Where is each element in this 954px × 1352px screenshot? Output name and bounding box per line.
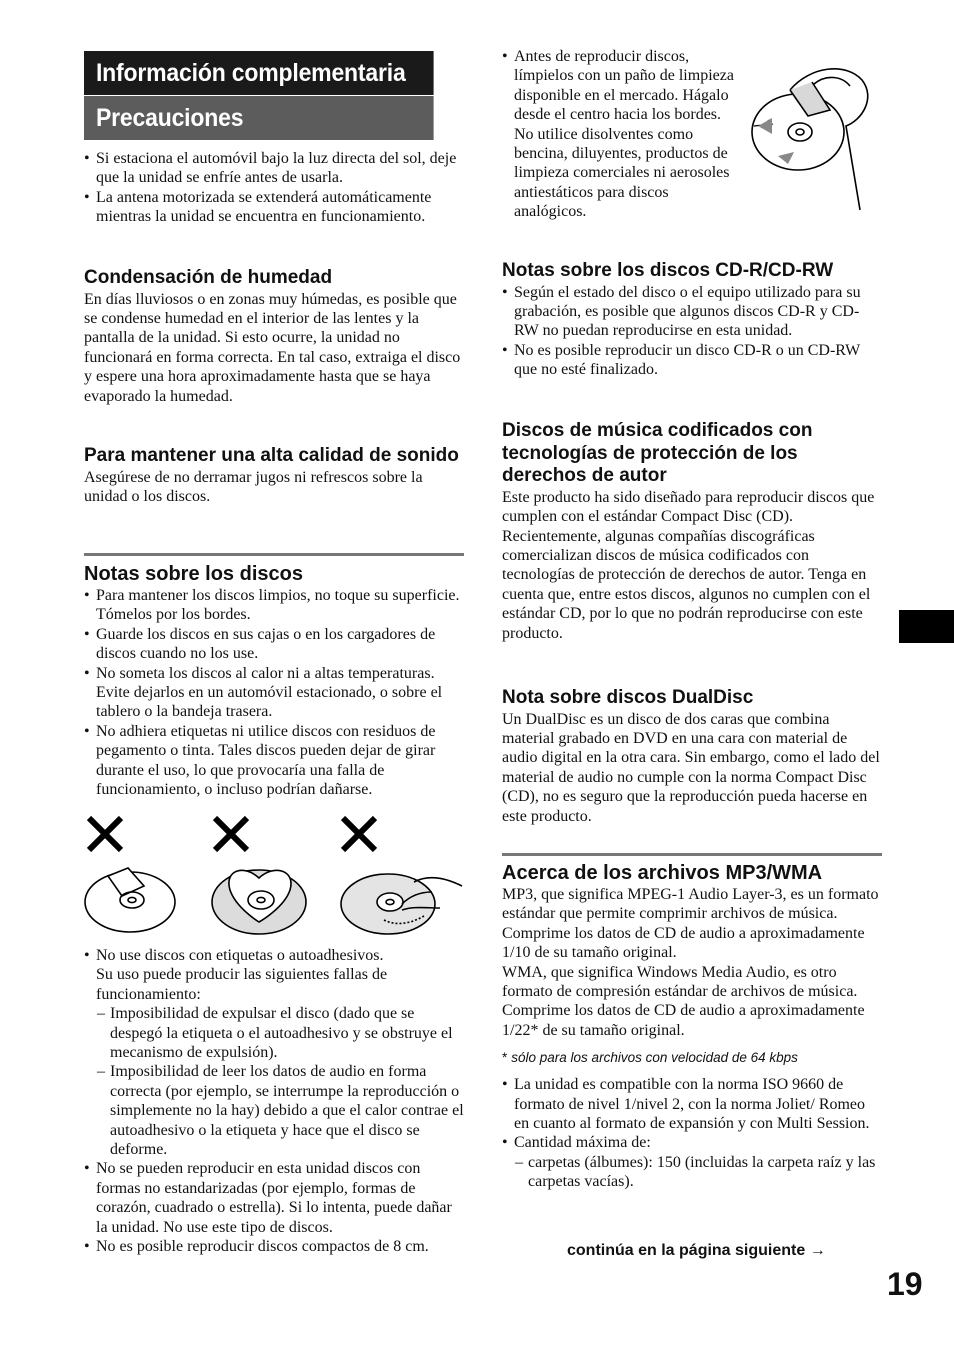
continue-note <box>567 1241 826 1261</box>
footnote-text: sólo para los archivos con velocidad de 64 kbps <box>511 1050 798 1066</box>
labels-continuation: Su uso puede producir las siguientes fallas de funcionamiento: <box>96 966 388 1003</box>
list-item: • La unidad es compatible con la norma ISO 9660 de formato de nivel 1/nivel 2, con la norma Joliet/ Romeo en cuanto al formato de expansión y con Multi Session. <box>502 1075 882 1133</box>
list-item: • Para mantener los discos limpios, no toque su superficie. Tómelos por los bordes. <box>84 586 464 625</box>
disc-cleaning-illustration <box>750 60 884 214</box>
disc-warnings-illustration <box>84 812 464 936</box>
list-item: • Cantidad máxima de: <box>502 1133 882 1152</box>
copyright-section <box>502 420 882 643</box>
mp3-text-1: MP3, que significa MPEG-1 Audio Layer-3, es un formato estándar que permite comprimir archivos de música. Comprime los datos de CD de audio a aproximadamente 1/10 de su tamaño original. <box>502 886 879 962</box>
cleaning-list <box>502 47 740 222</box>
list-item: • Antes de reproducir discos, límpielos con un paño de limpieza disponible en el mercado. Hágalo desde el centro hacia los bordes. No utilice disolventes como bencina, diluyentes, productos de limpieza comerciales ni aerosoles antiestáticos para discos analógicos. <box>502 47 740 222</box>
list-item: • La antena motorizada se extenderá automáticamente mientras la unidad se encuentra en funcionamiento. <box>84 188 464 227</box>
dualdisc-heading: Nota sobre discos DualDisc <box>502 687 754 708</box>
copyright-text-1: Este producto ha sido diseñado para reproducir discos que cumplen con el estándar Compact Disc (CD). <box>502 488 875 526</box>
copyright-text-2: Recientemente, algunas compañías discográficas comercializan discos de música codificados con tecnologías de protección de derechos de autor. Tenga en cuenta que, entre estos discos, algunos no cumplen con el estándar CD, por lo que no podrán reproducirse con este producto. <box>502 527 871 642</box>
disc-icon <box>752 94 844 170</box>
mp3-text-2: WMA, que significa Windows Media Audio, es otro formato de compresión estándar de archivos de música. Comprime los datos de CD de audio a aproximadamente 1/22* de su tamaño original. <box>502 963 865 1039</box>
list-item: • No use discos con etiquetas o autoadhesivos. <box>84 946 464 965</box>
mp3-heading: Acerca de los archivos MP3/WMA <box>502 862 823 884</box>
list-item: • No es posible reproducir un disco CD-R o un CD-RW que no esté finalizado. <box>502 341 882 380</box>
section-divider <box>84 553 464 556</box>
condensation-text: En días lluviosos o en zonas muy húmedas, es posible que se condense humedad en el interior de las lentes y la pantalla de la unidad. Si esto ocurre, la unidad no funcionará en forma correcta. En tal caso, extraiga el disco y espere una hora aproximadamente hasta que se haya evaporado la humedad. <box>84 290 461 405</box>
irregular-disc-icon <box>212 870 306 934</box>
condensation-section <box>84 267 464 406</box>
labels-list <box>84 946 464 965</box>
cross-icon <box>343 818 375 850</box>
list-item: • No es posible reproducir discos compactos de 8 cm. <box>84 1237 464 1256</box>
list-item: – Imposibilidad de expulsar el disco (dado que se despegó la etiqueta o el autoadhesivo y se obstruye el mecanismo de expulsión). <box>84 1004 464 1062</box>
discs-list <box>84 586 464 799</box>
footnote-mark: * <box>502 1050 508 1066</box>
disc-with-residue-icon <box>341 874 462 934</box>
mp3-list <box>502 1075 882 1153</box>
copyright-heading: Discos de música codificados con tecnologías de protección de los derechos de autor <box>502 420 813 487</box>
dualdisc-text: Un DualDisc es un disco de dos caras que combina material grabado en DVD en una cara con material de audio digital en la otra cara. Sin embargo, como el lado del material de audio no cumple con la norma Compact Disc (CD), no es seguro que la reproducción pueda hacerse en este producto. <box>502 710 880 825</box>
list-item: • Si estaciona el automóvil bajo la luz directa del sol, deje que la unidad se enfríe antes de usarla. <box>84 149 464 188</box>
disc-with-label-icon <box>85 868 175 932</box>
dualdisc-section <box>502 687 882 826</box>
cross-icon <box>89 818 121 850</box>
cdr-list <box>502 283 882 380</box>
chapter-tab <box>899 610 954 643</box>
section-divider <box>502 853 882 856</box>
cdr-section <box>502 260 882 380</box>
discs-heading: Notas sobre los discos <box>84 563 303 585</box>
list-item: – Imposibilidad de leer los datos de audio en forma correcta (por ejemplo, se interrumpe la reproducción o simplemente no la hay) debido a que el calor contrae el autoadhesivo o la etiqueta y hace que el disco se deforme. <box>84 1062 464 1159</box>
sound-text: Asegúrese de no derramar jugos ni refrescos sobre la unidad o los discos. <box>84 468 423 505</box>
list-item: • Guarde los discos en sus cajas o en los cargadores de discos cuando no los use. <box>84 625 464 664</box>
cross-icon <box>215 818 247 850</box>
list-item: • No se pueden reproducir en esta unidad discos con formas no estandarizadas (por ejemplo, formas de corazón, cuadrado o estrella). Si lo intenta, puede dañar la unidad. No use este tipo de discos. <box>84 1159 464 1237</box>
sound-section <box>84 445 464 506</box>
list-item: • No adhiera etiquetas ni utilice discos con residuos de pegamento o tinta. Tales discos pueden dejar de girar durante el uso, lo que provocaría una falla de funcionamiento, o incluso podrían dañarse. <box>84 722 464 800</box>
intro-list <box>84 149 464 227</box>
page-title: Precauciones <box>84 96 434 140</box>
section-banner: Información complementaria <box>84 51 434 95</box>
arrow-right-icon: → <box>809 1242 826 1259</box>
mp3-dash-list <box>502 1153 882 1192</box>
list-item: – carpetas (álbumes): 150 (incluidas la carpeta raíz y las carpetas vacías). <box>502 1153 882 1192</box>
list-item: • No someta los discos al calor ni a altas temperaturas. Evite dejarlos en un automóvil estacionado, o sobre el tablero o la bandeja trasera. <box>84 664 464 722</box>
labels-section <box>84 946 464 1257</box>
page-number: 19 <box>887 1266 923 1302</box>
discs-more-list <box>84 1159 464 1256</box>
list-item: • Según el estado del disco o el equipo utilizado para su grabación, es posible que algunos discos CD-R y CD-RW no puedan reproducirse en esta unidad. <box>502 283 882 341</box>
sound-heading: Para mantener una alta calidad de sonido <box>84 445 459 466</box>
labels-dash-list <box>84 1004 464 1159</box>
continue-text: continúa en la página siguiente <box>567 1242 806 1259</box>
condensation-heading: Condensación de humedad <box>84 267 333 288</box>
discs-section <box>84 562 464 799</box>
mp3-section <box>502 861 882 1192</box>
footnote <box>502 1049 882 1066</box>
cdr-heading: Notas sobre los discos CD-R/CD-RW <box>502 260 834 281</box>
